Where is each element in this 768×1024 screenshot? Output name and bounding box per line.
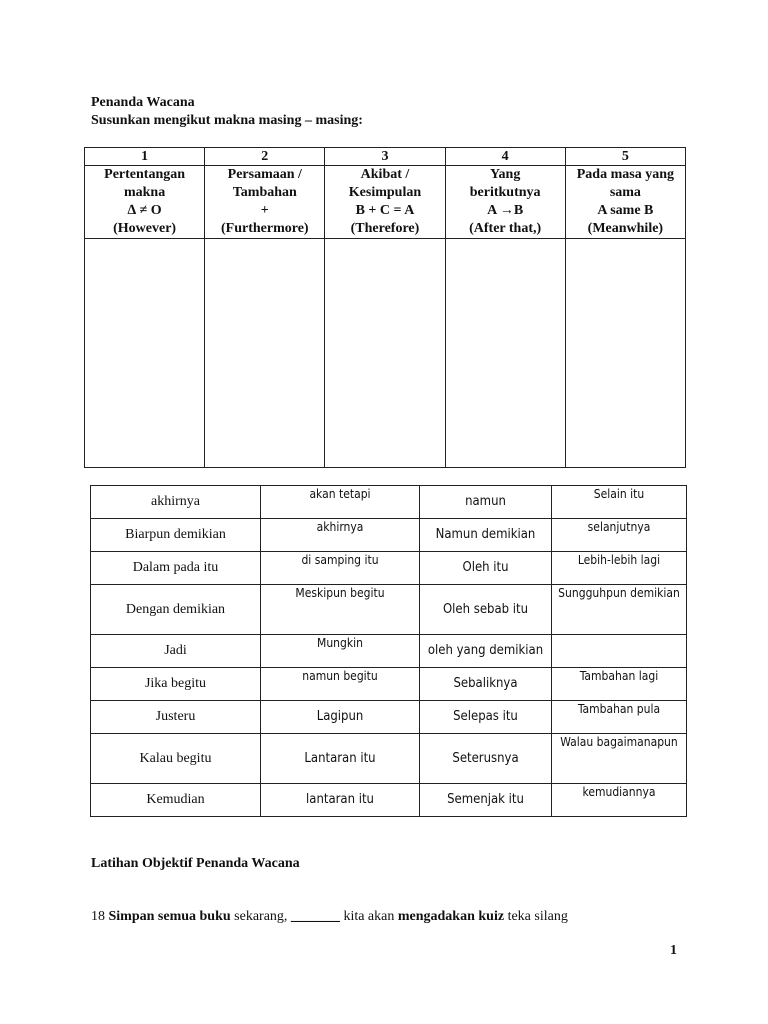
question-bold-phrase: mengadakan kuiz — [397, 909, 505, 924]
answer-cell[interactable] — [205, 239, 325, 468]
category-number: 2 — [205, 148, 325, 166]
answer-blank[interactable]: _______ — [290, 909, 340, 924]
word-cell: oleh yang demikian — [420, 635, 552, 668]
question-text: kita akan — [339, 909, 398, 924]
word-cell — [552, 635, 687, 668]
category-description — [205, 166, 325, 239]
word-cell: Lebih-lebih lagi — [552, 552, 687, 585]
word-cell: Oleh itu — [420, 552, 552, 585]
category-line: B + C = A — [355, 203, 415, 218]
category-line: ∆ ≠ O — [127, 203, 162, 218]
word-cell: Mungkin — [261, 635, 420, 668]
category-line: Pada masa yang — [576, 167, 674, 182]
word-cell: Oleh sebab itu — [420, 585, 552, 635]
word-cell: Meskipun begitu — [261, 585, 420, 635]
word-cell: Selain itu — [552, 486, 687, 519]
category-number: 4 — [445, 148, 565, 166]
word-cell: Seterusnya — [420, 734, 552, 784]
question-text: teka silang — [504, 909, 568, 924]
word-cell: akhirnya — [91, 486, 261, 519]
category-line: Yang — [489, 167, 521, 182]
question-18 — [91, 909, 568, 925]
category-table — [84, 147, 686, 468]
word-bank-table — [90, 485, 687, 817]
category-line: Kesimpulan — [348, 185, 422, 200]
word-cell: Selepas itu — [420, 701, 552, 734]
word-cell: Dalam pada itu — [91, 552, 261, 585]
category-line: Akibat / — [360, 167, 410, 182]
page-number: 1 — [670, 943, 677, 958]
category-line: (After that,) — [469, 221, 542, 236]
category-line: Pertentangan — [104, 167, 186, 182]
word-cell: Dengan demikian — [91, 585, 261, 635]
category-number: 1 — [85, 148, 205, 166]
category-line: (Therefore) — [350, 221, 420, 236]
category-number: 5 — [565, 148, 685, 166]
word-cell: Jadi — [91, 635, 261, 668]
exercise-title: Latihan Objektif Penanda Wacana — [91, 856, 300, 871]
word-cell: Kalau begitu — [91, 734, 261, 784]
word-cell: Tambahan lagi — [552, 668, 687, 701]
word-cell: Jika begitu — [91, 668, 261, 701]
word-cell: di samping itu — [261, 552, 420, 585]
word-cell: selanjutnya — [552, 519, 687, 552]
category-line: beritkutnya — [469, 185, 541, 200]
word-cell: Kemudian — [91, 784, 261, 817]
category-line: (Meanwhile) — [587, 221, 664, 236]
category-number: 3 — [325, 148, 445, 166]
word-cell: Biarpun demikian — [91, 519, 261, 552]
word-cell: kemudiannya — [552, 784, 687, 817]
word-cell: Semenjak itu — [420, 784, 552, 817]
category-description — [445, 166, 565, 239]
category-description — [85, 166, 205, 239]
word-cell: Sungguhpun demikian — [552, 585, 687, 635]
question-text: sekarang, — [230, 909, 291, 924]
category-line: sama — [609, 185, 641, 200]
category-line: + — [260, 203, 269, 218]
instruction-text: Susunkan mengikut makna masing – masing: — [91, 113, 363, 128]
category-line: A same B — [597, 203, 654, 218]
word-cell: akan tetapi — [261, 486, 420, 519]
category-line: makna — [123, 185, 166, 200]
word-cell: Lagipun — [261, 701, 420, 734]
category-line: (Furthermore) — [220, 221, 309, 236]
word-cell: akhirnya — [261, 519, 420, 552]
category-line: (However) — [113, 221, 177, 236]
word-cell: namun begitu — [261, 668, 420, 701]
category-line: Persamaan / — [227, 167, 302, 182]
answer-cell[interactable] — [85, 239, 205, 468]
category-description — [325, 166, 445, 239]
answer-cell[interactable] — [445, 239, 565, 468]
category-description — [565, 166, 685, 239]
answer-cell[interactable] — [325, 239, 445, 468]
word-cell: Sebaliknya — [420, 668, 552, 701]
word-cell: Walau bagaimanapun — [552, 734, 687, 784]
question-number: 18 — [91, 909, 105, 924]
word-cell: Tambahan pula — [552, 701, 687, 734]
word-cell: Namun demikian — [420, 519, 552, 552]
word-cell: lantaran itu — [261, 784, 420, 817]
category-line: A →B — [487, 203, 524, 218]
question-bold-phrase: Simpan semua buku — [108, 909, 231, 924]
document-title: Penanda Wacana — [91, 95, 195, 110]
word-cell: namun — [420, 486, 552, 519]
word-cell: Justeru — [91, 701, 261, 734]
answer-cell[interactable] — [565, 239, 685, 468]
word-cell: Lantaran itu — [261, 734, 420, 784]
category-line: Tambahan — [232, 185, 297, 200]
